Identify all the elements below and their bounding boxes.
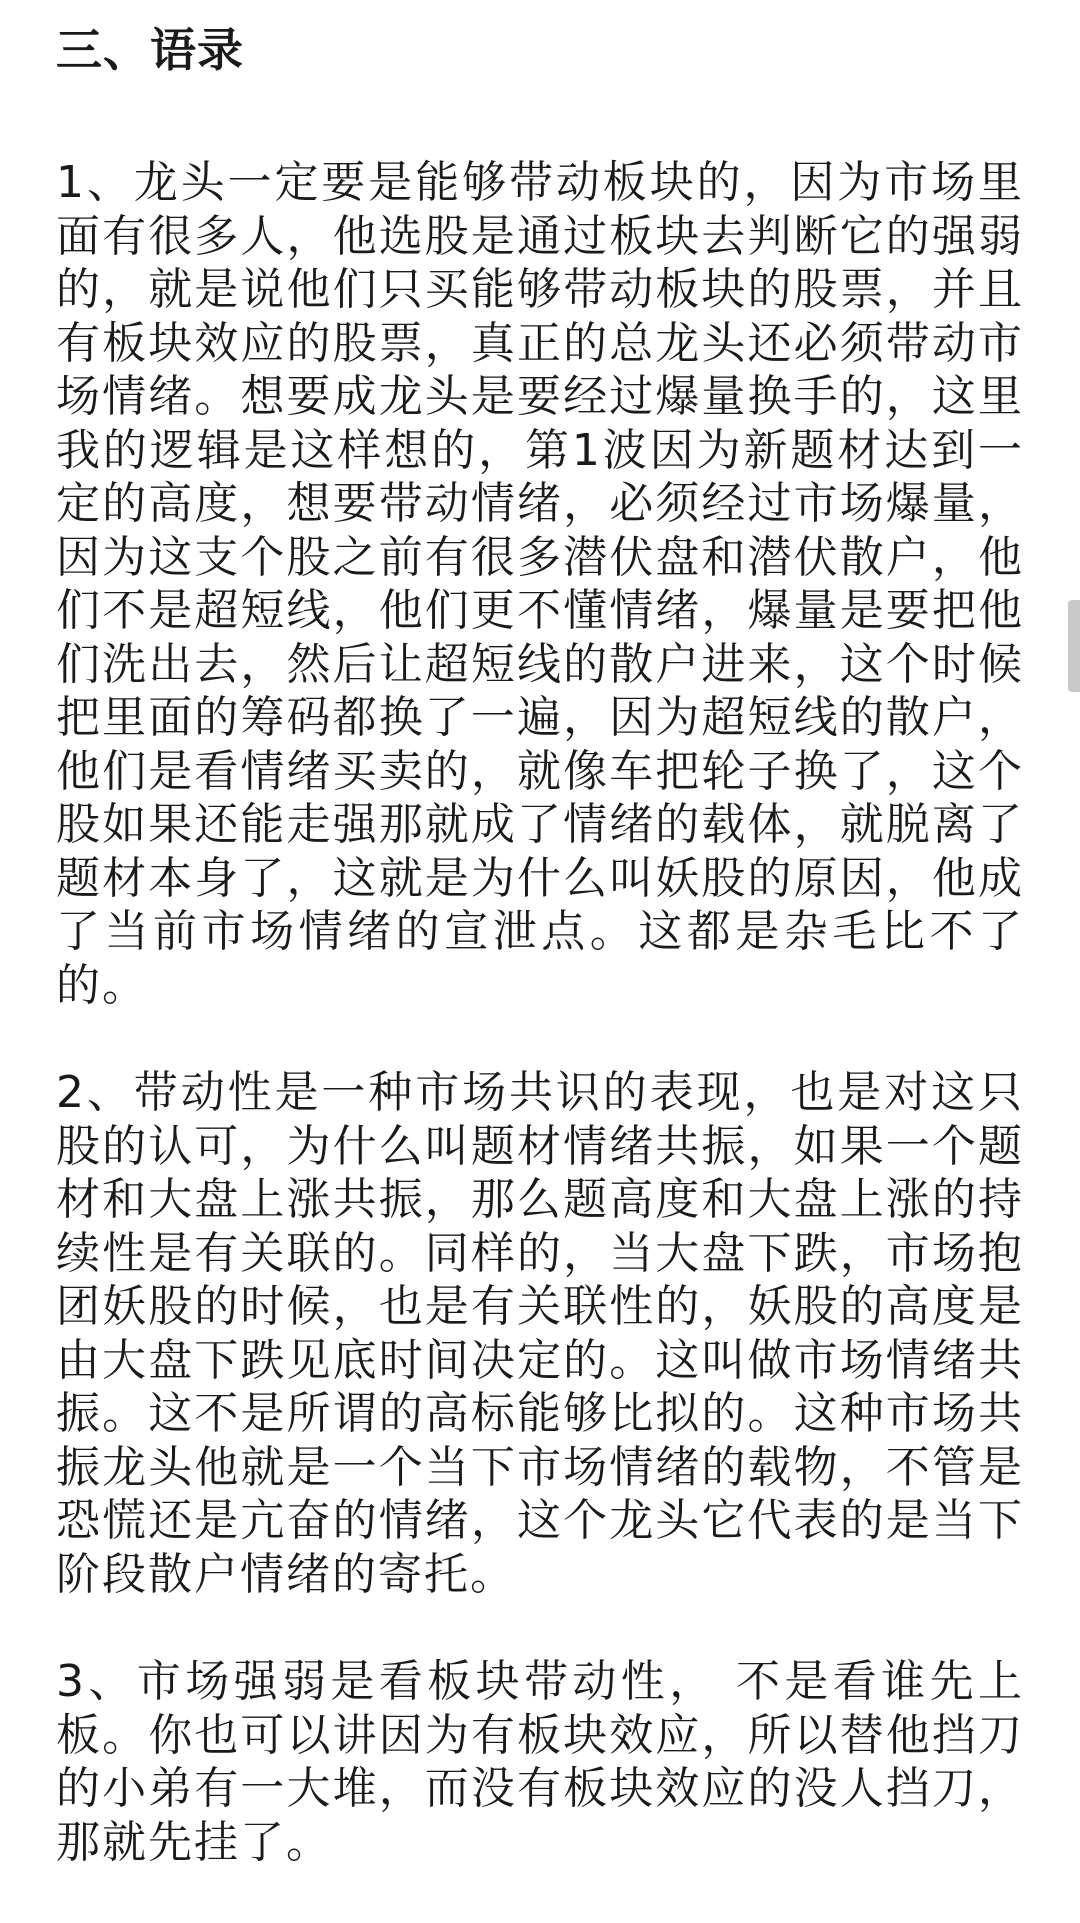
quote-paragraph-3: 3、市场强弱是看板块带动性， 不是看谁先上板。你也可以讲因为有板块效应，所以替他挡刀的小弟有一大堆，而没有板块效应的没人挡刀，那就先挂了。 — [56, 1656, 1024, 1868]
quote-paragraph-2: 2、带动性是一种市场共识的表现，也是对这只股的认可，为什么叫题材情绪共振，如果一个题材和大盘上涨共振，那么题高度和大盘上涨的持续性是有关联的。同样的，当大盘下跌，市场抱团妖股的时候，也是有关联性的，妖股的高度是由大盘下跌见底时间决定的。这叫做市场情绪共振。这不是所谓的高标能够比拟的。这种市场共振龙头他就是一个当下市场情绪的载物，不管是恐慌还是亢奋的情绪，这个龙头它代表的是当下阶段散户情绪的寄托。 — [56, 1067, 1024, 1600]
scroll-indicator[interactable] — [1068, 600, 1080, 692]
quote-paragraph-1: 1、龙头一定要是能够带动板块的，因为市场里面有很多人，他选股是通过板块去判断它的强弱的，就是说他们只买能够带动板块的股票，并且有板块效应的股票，真正的总龙头还必须带动市场情绪。想要成龙头是要经过爆量换手的，这里我的逻辑是这样想的，第1波因为新题材达到一定的高度，想要带动情绪，必须经过市场爆量，因为这支个股之前有很多潜伏盘和潜伏散户，他们不是超短线，他们更不懂情绪，爆量是要把他们洗出去，然后让超短线的散户进来，这个时候把里面的筹码都换了一遍，因为超短线的散户，他们是看情绪买卖的，就像车把轮子换了，这个股如果还能走强那就成了情绪的载体，就脱离了题材本身了，这就是为什么叫妖股的原因，他成了当前市场情绪的宣泄点。这都是杂毛比不了的。 — [56, 157, 1024, 1011]
section-heading: 三、语录 — [56, 23, 244, 77]
article-content — [56, 22, 1024, 1923]
